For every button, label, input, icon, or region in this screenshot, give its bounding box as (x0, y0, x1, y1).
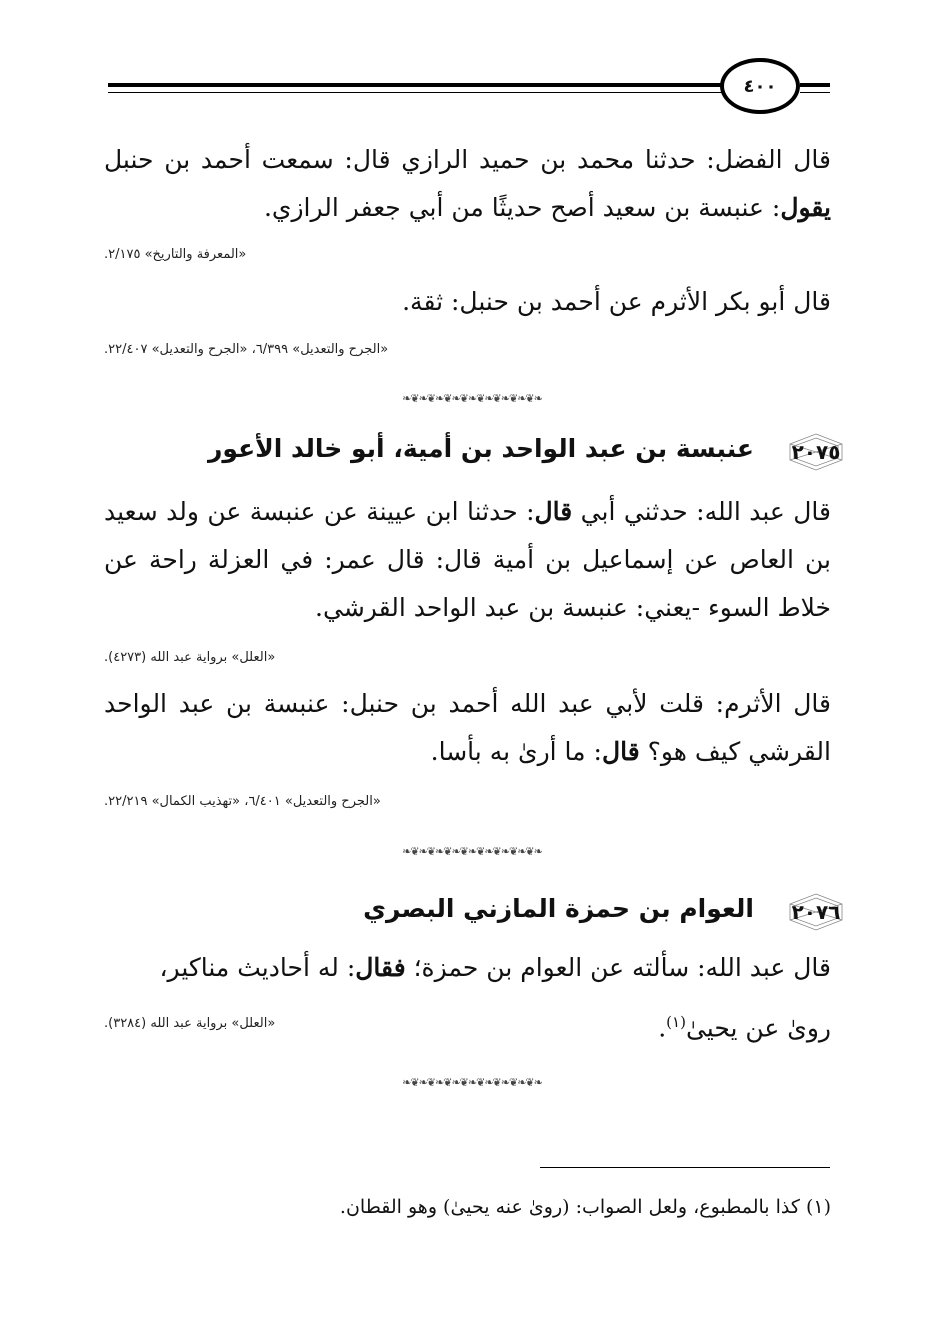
source-citation: «الجرح والتعديل» ٦/٣٩٩، «الجرح والتعديل» ٢٢/٤٠٧. (104, 342, 389, 357)
entry-number-badge (786, 892, 846, 932)
entry-number-badge (786, 432, 846, 472)
paragraph-fadl: قال الفضل: حدثنا محمد بن حميد الرازي قال: سمعت أحمد بن حنبل يقول: عنبسة بن سعيد أصح حديثًا من أبي جعفر الرازي. (104, 145, 831, 222)
entry-number: ٢٠٧٥ (791, 440, 841, 464)
footnote-separator (540, 1167, 830, 1168)
footnote: (١) كذا بالمطبوع، ولعل الصواب: (روىٰ عنه يحيىٰ) وهو القطان. (339, 1196, 831, 1218)
entry-heading (106, 432, 846, 472)
source-citation: «العلل» برواية عبد الله (٣٢٨٤). (104, 1016, 276, 1031)
bold-keyword: قال (534, 497, 573, 526)
paragraph-awwam: قال عبد الله: سألته عن العوام بن حمزة؛ فقال: له أحاديث مناكير، (159, 953, 831, 982)
paragraph-abdullah: قال عبد الله: حدثني أبي قال: حدثنا ابن عيينة عن عنبسة عن ولد سعيد بن العاص عن إسماعيل بن أمية قال: قال عمر: في العزلة راحة عن خلاط السوء -يعني: عنبسة بن عبد الواحد القرشي. (104, 497, 831, 622)
header-rule-stub-thin (800, 92, 830, 93)
paragraph-athram: قال أبو بكر الأثرم عن أحمد بن حنبل: ثقة. (402, 287, 831, 316)
header-rule-stub (800, 83, 830, 87)
page-number-text: ٤٠٠ (743, 75, 777, 97)
paragraph-athram-2: قال الأثرم: قلت لأبي عبد الله أحمد بن حنبل: عنبسة بن عبد الواحد القرشي كيف هو؟ قال: ما أرىٰ به بأسا. (104, 689, 831, 766)
entry-number: ٢٠٧٦ (791, 900, 841, 924)
source-citation: «المعرفة والتاريخ» ٢/١٧٥. (104, 247, 247, 262)
entry-title: عنبسة بن عبد الواحد بن أمية، أبو خالد الأعور (208, 434, 754, 463)
section-divider-ornament: ❧❦❧❦❧❦❧❦❧❦❧❦❧❦❧❦❧ (402, 392, 542, 404)
source-citation: «العلل» برواية عبد الله (٤٢٧٣). (104, 650, 276, 665)
section-divider-ornament: ❧❦❧❦❧❦❧❦❧❦❧❦❧❦❧❦❧ (402, 845, 542, 857)
header-rule-thin (108, 92, 723, 93)
entry-heading (106, 892, 846, 932)
header-rule-thick (108, 83, 723, 87)
bold-keyword: قال (601, 737, 640, 766)
bold-keyword: يقول (780, 193, 831, 222)
entry-title: العوام بن حمزة المازني البصري (363, 894, 754, 923)
paragraph-awwam-line2: روىٰ عن يحيىٰ$^{(١)}$. (658, 1013, 831, 1043)
bold-keyword: فقال (355, 953, 406, 982)
page-number (720, 58, 800, 114)
footnote-reference[interactable]: (١) (666, 1013, 686, 1031)
section-divider-ornament: ❧❦❧❦❧❦❧❦❧❦❧❦❧❦❧❦❧ (402, 1076, 542, 1088)
source-citation: «الجرح والتعديل» ٦/٤٠١، «تهذيب الكمال» ٢٢/٢١٩. (104, 794, 381, 809)
